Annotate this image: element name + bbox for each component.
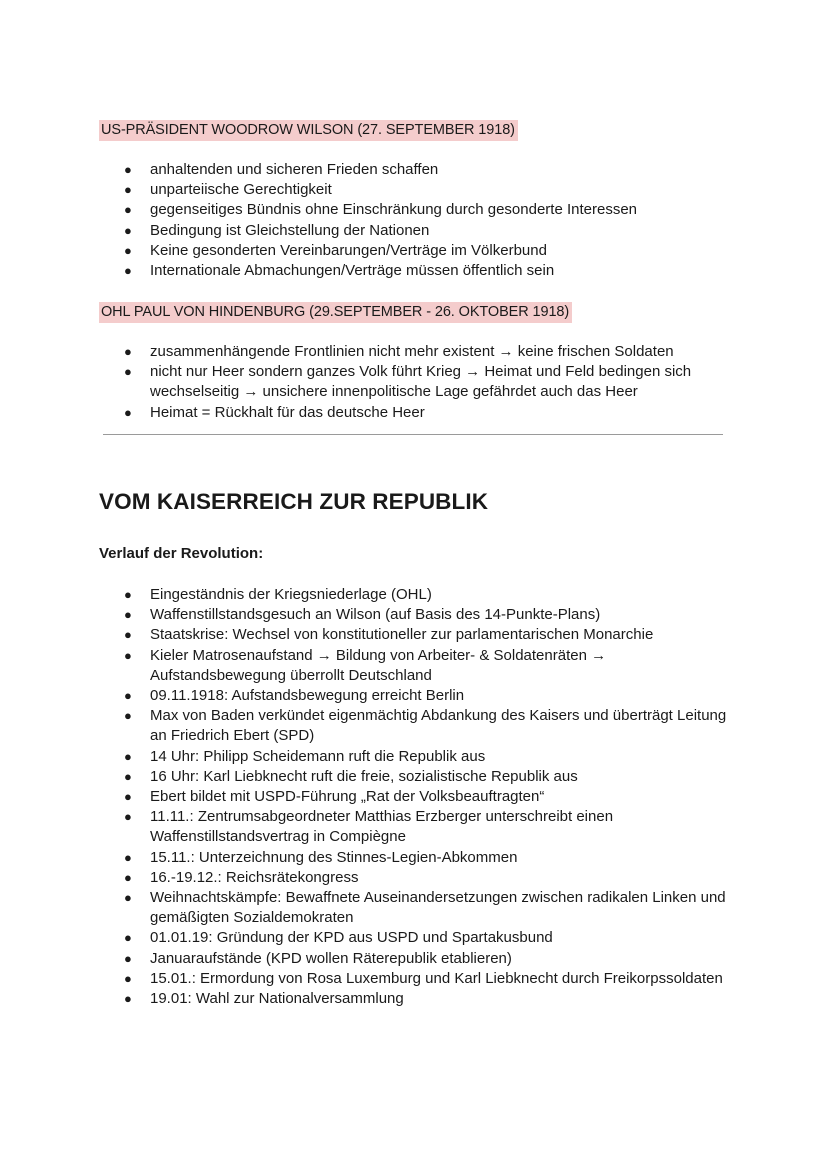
hindenburg-heading: OHL PAUL VON HINDENBURG (29.SEPTEMBER - 26. OKTOBER 1918) <box>99 302 572 323</box>
list-item: ● Max von Baden verkündet eigenmächtig Abdankung des Kaisers und überträgt Leitung an Friedrich Ebert (SPD) <box>124 707 727 745</box>
bullet-icon: ● <box>124 970 132 986</box>
list-item: ● zusammenhängende Frontlinien nicht mehr existent → keine frischen Soldaten <box>0 342 828 362</box>
bullet-icon: ● <box>124 242 132 258</box>
list-item: ● 11.11.: Zentrumsabgeordneter Matthias Erzberger unterschreibt einen Waffenstillstandsvertrag in Compiègne <box>124 808 614 846</box>
bullet-icon: ● <box>124 404 132 420</box>
list-item: ● Staatskrise: Wechsel von konstitutioneller zur parlamentarischen Monarchie <box>0 625 828 645</box>
bullet-icon: ● <box>124 222 132 238</box>
list-item: ● Heimat = Rückhalt für das deutsche Heer <box>0 403 828 423</box>
list-item: ● nicht nur Heer sondern ganzes Volk führt Krieg → Heimat und Feld bedingen sich wechselseitig → unsichere innenpolitische Lage gefährdet auch das Heer <box>124 363 692 401</box>
bullet-icon: ● <box>124 950 132 966</box>
bullet-icon: ● <box>124 890 132 906</box>
list-item: ● 16.-19.12.: Reichsrätekongress <box>0 868 828 888</box>
list-item: ● 15.11.: Unterzeichnung des Stinnes-Legien-Abkommen <box>0 848 828 868</box>
revolution-list <box>0 585 828 1009</box>
bullet-icon: ● <box>124 607 132 623</box>
list-item: ● Keine gesonderten Vereinbarungen/Verträge im Völkerbund <box>0 241 828 261</box>
section-subheading: Verlauf der Revolution: <box>99 545 264 562</box>
list-item: ● 09.11.1918: Aufstandsbewegung erreicht Berlin <box>0 686 828 706</box>
bullet-icon: ● <box>124 162 132 177</box>
list-item: ● 14 Uhr: Philipp Scheidemann ruft die Republik aus <box>0 747 828 767</box>
horizontal-divider <box>103 434 723 435</box>
bullet-icon: ● <box>124 849 132 865</box>
list-item: ● unparteiische Gerechtigkeit <box>0 180 828 200</box>
bullet-icon: ● <box>124 768 132 784</box>
bullet-icon: ● <box>124 869 132 885</box>
list-item: ● Ebert bildet mit USPD-Führung „Rat der Volksbeauftragten“ <box>0 787 828 807</box>
bullet-icon: ● <box>124 344 132 359</box>
wilson-list <box>0 160 828 281</box>
bullet-icon: ● <box>124 587 132 602</box>
bullet-icon: ● <box>124 182 132 198</box>
list-item: ● Eingeständnis der Kriegsniederlage (OHL) <box>0 585 828 605</box>
list-item: ● 16 Uhr: Karl Liebknecht ruft die freie, sozialistische Republik aus <box>0 767 828 787</box>
list-item: ● 19.01: Wahl zur Nationalversammlung <box>0 989 828 1009</box>
bullet-icon: ● <box>124 991 132 1007</box>
list-item: ● Kieler Matrosenaufstand → Bildung von Arbeiter- & Soldatenräten → Aufstandsbewegung überrollt Deutschland <box>124 646 607 684</box>
list-item: ● Weihnachtskämpfe: Bewaffnete Auseinandersetzungen zwischen radikalen Linken und gemäßigten Sozialdemokraten <box>124 889 726 927</box>
bullet-icon: ● <box>124 202 132 218</box>
page-title: VOM KAISERREICH ZUR REPUBLIK <box>99 489 489 514</box>
bullet-icon: ● <box>124 748 132 764</box>
bullet-icon: ● <box>124 809 132 825</box>
bullet-icon: ● <box>124 930 132 946</box>
list-item: ● gegenseitiges Bündnis ohne Einschränkung durch gesonderte Interessen <box>0 200 828 220</box>
list-item: ● 01.01.19: Gründung der KPD aus USPD und Spartakusbund <box>0 928 828 948</box>
bullet-icon: ● <box>124 789 132 805</box>
list-item: ● Waffenstillstandsgesuch an Wilson (auf Basis des 14-Punkte-Plans) <box>0 605 828 625</box>
list-item: ● Bedingung ist Gleichstellung der Nationen <box>0 221 828 241</box>
bullet-icon: ● <box>124 263 132 279</box>
list-item: ● Januaraufstände (KPD wollen Räterepublik etablieren) <box>0 949 828 969</box>
bullet-icon: ● <box>124 647 132 663</box>
hindenburg-list <box>0 342 828 423</box>
list-item: ● anhaltenden und sicheren Frieden schaffen <box>0 160 828 180</box>
list-item: ● 15.01.: Ermordung von Rosa Luxemburg und Karl Liebknecht durch Freikorpssoldaten <box>0 969 828 989</box>
bullet-icon: ● <box>124 688 132 704</box>
bullet-icon: ● <box>124 627 132 643</box>
bullet-icon: ● <box>124 364 132 380</box>
list-item: ● Internationale Abmachungen/Verträge müssen öffentlich sein <box>0 261 828 281</box>
bullet-icon: ● <box>124 708 132 724</box>
wilson-heading: US-PRÄSIDENT WOODROW WILSON (27. SEPTEMBER 1918) <box>99 120 518 141</box>
